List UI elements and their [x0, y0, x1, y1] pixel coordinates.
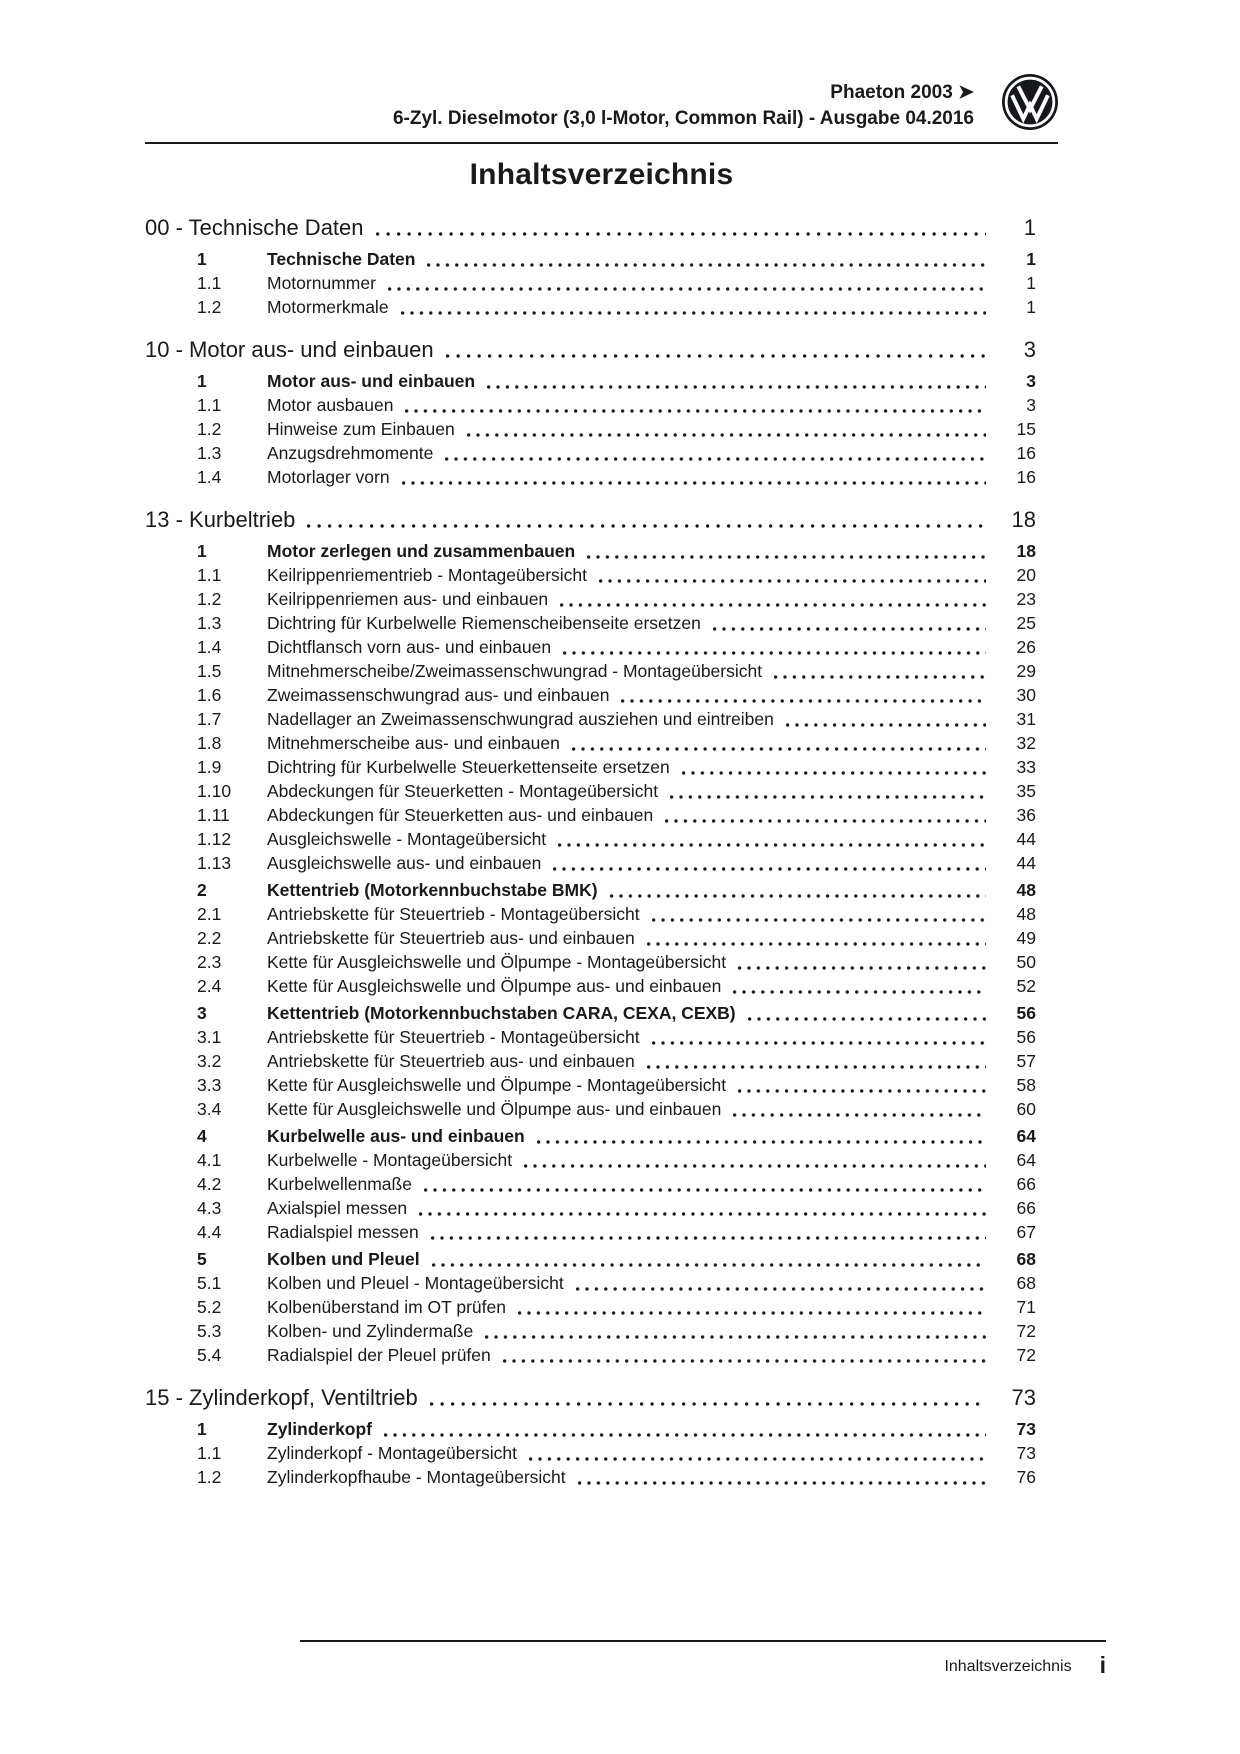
toc-section-row[interactable]	[145, 465, 1036, 489]
section-title: Motornummer	[267, 273, 376, 293]
section-page: 20	[1016, 565, 1036, 585]
section-page: 23	[1016, 589, 1036, 609]
section-number: 1.4	[197, 637, 222, 657]
section-number: 4.4	[197, 1222, 222, 1242]
section-page: 44	[1016, 853, 1036, 873]
toc-section-row[interactable]	[145, 539, 1036, 563]
toc-section-row[interactable]	[145, 1319, 1036, 1343]
section-title: Mitnehmerscheibe/Zweimassenschwungrad - Montageübersicht	[267, 661, 763, 681]
section-title: Mitnehmerscheibe aus- und einbauen	[267, 733, 560, 753]
section-number: 1.1	[197, 395, 222, 415]
section-number: 3.1	[197, 1027, 222, 1047]
section-title: Keilrippenriementrieb - Montageübersicht	[267, 565, 588, 585]
section-title: Radialspiel messen	[267, 1222, 419, 1242]
section-page: 72	[1016, 1321, 1036, 1341]
section-title: Antriebskette für Steuertrieb aus- und einbauen	[267, 1051, 635, 1071]
section-number: 4	[197, 1126, 207, 1146]
chapter-title: 15 - Zylinderkopf, Ventiltrieb	[145, 1385, 418, 1410]
toc-chapter-row[interactable]	[145, 214, 1036, 241]
section-title: Zylinderkopf - Montageübersicht	[267, 1443, 517, 1463]
section-title: Dichtring für Kurbelwelle Riemenscheibenseite ersetzen	[267, 613, 701, 633]
section-title: Antriebskette für Steuertrieb aus- und einbauen	[267, 928, 635, 948]
section-title: Dichtflansch vorn aus- und einbauen	[267, 637, 552, 657]
section-number: 1.2	[197, 419, 222, 439]
toc-section-row[interactable]	[145, 1124, 1036, 1148]
section-title: Motor zerlegen und zusammenbauen	[267, 541, 576, 561]
header-model: Phaeton 2003 ➤	[830, 82, 974, 103]
section-title: Radialspiel der Pleuel prüfen	[267, 1345, 491, 1365]
section-page: 18	[1016, 541, 1036, 561]
page-title: Inhaltsverzeichnis	[469, 158, 734, 191]
toc-chapter-row[interactable]	[145, 336, 1036, 363]
section-title: Kolbenüberstand im OT prüfen	[267, 1297, 506, 1317]
chapter-page: 1	[1023, 215, 1036, 240]
section-title: Kolben- und Zylindermaße	[267, 1321, 474, 1341]
section-title: Kette für Ausgleichswelle und Ölpumpe - Montageübersicht	[267, 1075, 727, 1095]
toc-section-row[interactable]	[145, 974, 1036, 998]
toc-section-row[interactable]	[145, 295, 1036, 319]
toc-section-row[interactable]	[145, 1295, 1036, 1319]
section-number: 3.2	[197, 1051, 222, 1071]
section-number: 1.5	[197, 661, 222, 681]
toc-section-row[interactable]	[145, 1049, 1036, 1073]
section-number: 2.4	[197, 976, 222, 996]
section-page: 26	[1016, 637, 1036, 657]
toc-chapter-row[interactable]	[145, 1384, 1036, 1411]
section-number: 4.2	[197, 1174, 222, 1194]
toc-section-row[interactable]	[145, 1172, 1036, 1196]
section-page: 56	[1016, 1003, 1036, 1023]
section-page: 35	[1016, 781, 1036, 801]
section-title: Anzugsdrehmomente	[267, 443, 434, 463]
section-number: 3.3	[197, 1075, 222, 1095]
toc-section-row[interactable]	[145, 851, 1036, 875]
toc-section-row[interactable]	[145, 683, 1036, 707]
section-number: 1.2	[197, 1467, 222, 1487]
chapter-title: 13 - Kurbeltrieb	[145, 507, 296, 532]
toc-section-row[interactable]	[145, 1465, 1036, 1489]
section-number: 2.3	[197, 952, 222, 972]
chapter-page: 73	[1011, 1385, 1036, 1410]
section-number: 1	[197, 249, 207, 269]
section-number: 1.4	[197, 467, 222, 487]
section-title: Antriebskette für Steuertrieb - Montageübersicht	[267, 904, 640, 924]
section-number: 1.12	[197, 829, 232, 849]
section-page: 49	[1016, 928, 1036, 948]
section-page: 67	[1016, 1222, 1036, 1242]
toc-section-row[interactable]	[145, 1441, 1036, 1465]
section-number: 2.2	[197, 928, 222, 948]
toc-section-row[interactable]	[145, 1247, 1036, 1271]
section-number: 1.11	[197, 805, 230, 825]
section-title: Motor aus- und einbauen	[267, 371, 476, 391]
toc-section-row[interactable]	[145, 926, 1036, 950]
section-title: Kolben und Pleuel	[267, 1249, 420, 1269]
section-number: 1.6	[197, 685, 222, 705]
section-number: 4.3	[197, 1198, 222, 1218]
section-title: Kolben und Pleuel - Montageübersicht	[267, 1273, 564, 1293]
toc-section-row[interactable]	[145, 755, 1036, 779]
section-number: 4.1	[197, 1150, 222, 1170]
toc-section-row[interactable]	[145, 950, 1036, 974]
section-page: 73	[1016, 1419, 1036, 1439]
chapter-title: 00 - Technische Daten	[145, 215, 364, 240]
section-page: 30	[1016, 685, 1036, 705]
section-page: 48	[1016, 904, 1036, 924]
section-page: 66	[1016, 1174, 1036, 1194]
toc-section-row[interactable]	[145, 1148, 1036, 1172]
section-number: 1.1	[197, 273, 222, 293]
section-page: 36	[1016, 805, 1036, 825]
footer-page-number: i	[1099, 1652, 1106, 1678]
header-subtitle: 6-Zyl. Dieselmotor (3,0 l-Motor, Common Rail) - Ausgabe 04.2016	[392, 108, 974, 129]
toc-section-row[interactable]	[145, 902, 1036, 926]
vw-logo-icon	[1002, 74, 1058, 132]
section-number: 2.1	[197, 904, 222, 924]
section-page: 50	[1016, 952, 1036, 972]
section-number: 1.1	[197, 1443, 222, 1463]
section-title: Antriebskette für Steuertrieb - Montageübersicht	[267, 1027, 640, 1047]
section-page: 60	[1016, 1099, 1036, 1119]
toc-section-row[interactable]	[145, 247, 1036, 271]
section-title: Kurbelwelle - Montageübersicht	[267, 1150, 513, 1170]
section-page: 25	[1016, 613, 1036, 633]
section-page: 73	[1016, 1443, 1036, 1463]
section-title: Ausgleichswelle - Montageübersicht	[267, 829, 547, 849]
section-page: 52	[1016, 976, 1036, 996]
section-title: Technische Daten	[267, 249, 416, 269]
section-page: 33	[1016, 757, 1036, 777]
section-number: 2	[197, 880, 207, 900]
toc-section-row[interactable]	[145, 393, 1036, 417]
section-number: 5.4	[197, 1345, 222, 1365]
section-page: 48	[1016, 880, 1036, 900]
section-page: 31	[1016, 709, 1036, 729]
toc-chapter-row[interactable]	[145, 506, 1036, 533]
toc-section-row[interactable]	[145, 1220, 1036, 1244]
section-page: 64	[1016, 1150, 1036, 1170]
section-page: 3	[1026, 395, 1036, 415]
section-page: 1	[1026, 249, 1036, 269]
section-title: Nadellager an Zweimassenschwungrad ausziehen und eintreiben	[267, 709, 774, 729]
section-number: 1	[197, 541, 207, 561]
section-page: 16	[1016, 443, 1036, 463]
section-number: 1.1	[197, 565, 222, 585]
page-footer	[300, 1640, 1106, 1679]
section-number: 1.8	[197, 733, 222, 753]
section-title: Kettentrieb (Motorkennbuchstabe BMK)	[267, 880, 598, 900]
section-page: 71	[1016, 1297, 1036, 1317]
toc-section-row[interactable]	[145, 563, 1036, 587]
section-title: Motormerkmale	[267, 297, 389, 317]
section-title: Motorlager vorn	[267, 467, 390, 487]
section-title: Kette für Ausgleichswelle und Ölpumpe aus- und einbauen	[267, 976, 722, 996]
toc-section-row[interactable]	[145, 659, 1036, 683]
section-page: 16	[1016, 467, 1036, 487]
section-number: 1	[197, 371, 207, 391]
toc-section-row[interactable]	[145, 1196, 1036, 1220]
section-page: 68	[1016, 1249, 1036, 1269]
section-title: Motor ausbauen	[267, 395, 394, 415]
section-page: 72	[1016, 1345, 1036, 1365]
section-number: 3.4	[197, 1099, 222, 1119]
section-number: 5.2	[197, 1297, 222, 1317]
section-title: Zweimassenschwungrad aus- und einbauen	[267, 685, 610, 705]
section-title: Kettentrieb (Motorkennbuchstaben CARA, CEXA, CEXB)	[267, 1003, 736, 1023]
toc-section-row[interactable]	[145, 369, 1036, 393]
section-title: Dichtring für Kurbelwelle Steuerkettenseite ersetzen	[267, 757, 670, 777]
chapter-title: 10 - Motor aus- und einbauen	[145, 337, 434, 362]
section-title: Kette für Ausgleichswelle und Ölpumpe aus- und einbauen	[267, 1099, 722, 1119]
section-number: 1	[197, 1419, 207, 1439]
section-number: 5.3	[197, 1321, 222, 1341]
section-number: 1.10	[197, 781, 232, 801]
toc-section-row[interactable]	[145, 1271, 1036, 1295]
section-title: Zylinderkopfhaube - Montageübersicht	[267, 1467, 566, 1487]
header-text	[145, 80, 1002, 132]
section-title: Keilrippenriemen aus- und einbauen	[267, 589, 549, 609]
section-page: 64	[1016, 1126, 1036, 1146]
toc-section-row[interactable]	[145, 635, 1036, 659]
section-number: 1.9	[197, 757, 222, 777]
section-page: 1	[1026, 273, 1036, 293]
section-page: 56	[1016, 1027, 1036, 1047]
section-number: 5	[197, 1249, 207, 1269]
section-title: Kurbelwellenmaße	[267, 1174, 412, 1194]
section-title: Zylinderkopf	[267, 1419, 373, 1439]
toc-section-row[interactable]	[145, 803, 1036, 827]
toc-section-row[interactable]	[145, 611, 1036, 635]
section-page: 3	[1026, 371, 1036, 391]
section-page: 1	[1026, 297, 1036, 317]
toc-section-row[interactable]	[145, 441, 1036, 465]
toc-section-row[interactable]	[145, 1417, 1036, 1441]
section-title: Abdeckungen für Steuerketten - Montageübersicht	[267, 781, 659, 801]
section-number: 1.7	[197, 709, 222, 729]
section-number: 1.2	[197, 589, 222, 609]
toc-section-row[interactable]	[145, 1025, 1036, 1049]
section-title: Kurbelwelle aus- und einbauen	[267, 1126, 525, 1146]
chapter-page: 18	[1011, 507, 1036, 532]
section-number: 1.3	[197, 613, 222, 633]
toc-section-row[interactable]	[145, 779, 1036, 803]
section-number: 1.2	[197, 297, 222, 317]
toc-section-row[interactable]	[145, 878, 1036, 902]
section-title: Hinweise zum Einbauen	[267, 419, 455, 439]
toc-section-row[interactable]	[145, 271, 1036, 295]
toc-section-row[interactable]	[145, 731, 1036, 755]
toc-section-row[interactable]	[145, 707, 1036, 731]
toc-section-row[interactable]	[145, 1097, 1036, 1121]
section-title: Axialspiel messen	[267, 1198, 408, 1218]
section-number: 1.13	[197, 853, 232, 873]
section-page: 44	[1016, 829, 1036, 849]
section-number: 5.1	[197, 1273, 222, 1293]
section-title: Kette für Ausgleichswelle und Ölpumpe - Montageübersicht	[267, 952, 727, 972]
section-title: Abdeckungen für Steuerketten aus- und einbauen	[267, 805, 654, 825]
section-page: 32	[1016, 733, 1036, 753]
toc-section-row[interactable]	[145, 1001, 1036, 1025]
section-page: 58	[1016, 1075, 1036, 1095]
section-page: 57	[1016, 1051, 1036, 1071]
toc-section-row[interactable]	[145, 587, 1036, 611]
section-title: Ausgleichswelle aus- und einbauen	[267, 853, 542, 873]
section-page: 68	[1016, 1273, 1036, 1293]
toc	[145, 214, 1058, 1489]
page-header	[145, 74, 1058, 144]
section-page: 15	[1016, 419, 1036, 439]
toc-section-row[interactable]	[145, 417, 1036, 441]
footer-label: Inhaltsverzeichnis	[944, 1658, 1072, 1675]
section-page: 29	[1016, 661, 1036, 681]
toc-section-row[interactable]	[145, 1343, 1036, 1367]
chapter-page: 3	[1023, 337, 1036, 362]
toc-section-row[interactable]	[145, 827, 1036, 851]
section-page: 66	[1016, 1198, 1036, 1218]
section-number: 1.3	[197, 443, 222, 463]
section-number: 3	[197, 1003, 207, 1023]
section-page: 76	[1016, 1467, 1036, 1487]
toc-section-row[interactable]	[145, 1073, 1036, 1097]
